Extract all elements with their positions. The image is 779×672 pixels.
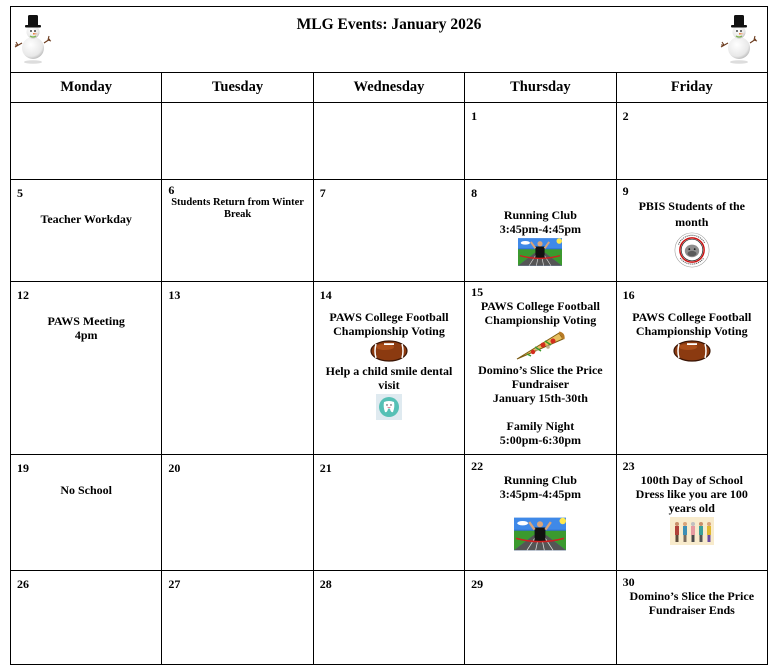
event-text: PBIS Students of the month: [638, 199, 745, 229]
page-title: MLG Events: January 2026: [296, 16, 482, 33]
football-icon: [370, 340, 408, 362]
runner-finish-line-icon: [518, 238, 562, 266]
event-time: 5:00pm-6:30pm: [499, 433, 582, 447]
football-icon: [673, 340, 711, 362]
day-number: 26: [17, 577, 29, 591]
event-text: Help a child smile dental visit: [325, 364, 453, 392]
day-number: 9: [622, 184, 629, 198]
tooth-icon: [376, 394, 402, 420]
weekday-header-monday: Monday: [11, 73, 162, 103]
day-cell: [616, 103, 767, 180]
event-text: Teacher Workday: [40, 212, 132, 226]
day-number: 2: [622, 109, 629, 123]
event-time: 4pm: [74, 328, 98, 342]
event-text: Dress like you are 100 years old: [635, 487, 748, 515]
event-time: 3:45pm-4:45pm: [499, 222, 582, 236]
pizza-slice-icon: [515, 329, 565, 361]
day-cell: [162, 180, 313, 282]
weekday-header-wednesday: Wednesday: [313, 73, 464, 103]
day-cell: [313, 571, 464, 665]
event-text: Domino’s Slice the Price Fundraiser: [478, 363, 603, 391]
day-cell: [465, 282, 616, 455]
day-cell: [162, 282, 313, 455]
week-row: [11, 455, 768, 571]
school-bulldog-logo-icon: [674, 232, 710, 268]
day-cell: [11, 180, 162, 282]
day-cell: [465, 455, 616, 571]
day-cell: [465, 180, 616, 282]
day-number: 20: [168, 461, 181, 475]
day-number: 5: [17, 186, 23, 200]
weekday-header-tuesday: Tuesday: [162, 73, 313, 103]
day-number: 23: [622, 459, 635, 473]
week-row: [11, 571, 768, 665]
day-cell: [313, 282, 464, 455]
day-number: 7: [319, 186, 326, 200]
event-text: Running Club: [503, 473, 577, 487]
day-cell-empty: [11, 103, 162, 180]
event-text: No School: [60, 483, 113, 497]
day-cell: [11, 455, 162, 571]
event-text: PAWS College Football Championship Voting: [329, 310, 449, 338]
elderly-people-icon: [670, 517, 714, 545]
day-cell: [162, 571, 313, 665]
day-number: 22: [471, 459, 484, 473]
day-cell: [11, 571, 162, 665]
day-cell: [465, 571, 616, 665]
event-date-range: January 15th-30th: [492, 391, 588, 405]
day-cell: [313, 455, 464, 571]
day-number: 8: [471, 186, 478, 200]
event-text: Family Night: [506, 419, 575, 433]
day-cell: [162, 455, 313, 571]
event-text: PAWS College Football Championship Voting: [632, 310, 752, 338]
event-text: PAWS College Football Championship Voting: [480, 299, 600, 327]
day-number: 1: [471, 109, 478, 123]
day-cell: [465, 103, 616, 180]
day-number: 19: [17, 461, 29, 475]
day-cell-empty: [313, 103, 464, 180]
runner-finish-line-icon: [514, 517, 566, 551]
day-number: 28: [319, 577, 332, 591]
event-text: Running Club: [503, 208, 577, 222]
event-text: 100th Day of School: [640, 473, 743, 487]
weekday-header-friday: Friday: [616, 73, 767, 103]
snowman-icon: [13, 12, 53, 64]
weekday-header-thursday: Thursday: [465, 73, 616, 103]
day-cell-empty: [162, 103, 313, 180]
day-number: 12: [17, 288, 29, 302]
event-text: PAWS Meeting: [47, 314, 125, 328]
week-row: [11, 180, 768, 282]
calendar-header: [11, 7, 768, 73]
day-number: 29: [471, 577, 484, 591]
week-row: [11, 103, 768, 180]
day-number: 16: [622, 288, 635, 302]
calendar-table: [10, 6, 768, 665]
event-text: Domino’s Slice the Price Fundraiser Ends: [629, 589, 755, 617]
day-cell: [313, 180, 464, 282]
day-cell: [11, 282, 162, 455]
day-cell: [616, 282, 767, 455]
event-time: 3:45pm-4:45pm: [499, 487, 582, 501]
snowman-icon: [719, 12, 759, 64]
day-cell: [616, 571, 767, 665]
week-row: [11, 282, 768, 455]
day-number: 14: [319, 288, 332, 302]
day-number: 21: [319, 461, 332, 475]
day-number: 27: [168, 577, 181, 591]
event-text: Students Return from Winter Break: [171, 197, 304, 220]
day-number: 6: [168, 183, 175, 197]
day-cell: [616, 180, 767, 282]
day-number: 13: [168, 288, 181, 302]
day-cell: [616, 455, 767, 571]
day-number: 30: [622, 575, 635, 589]
day-number: 15: [471, 285, 484, 299]
